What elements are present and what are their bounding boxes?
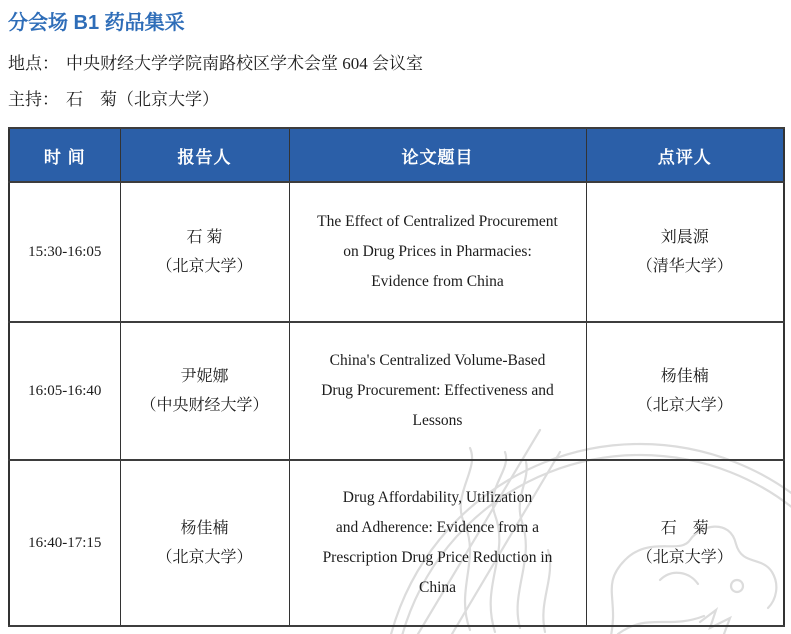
- time-cell: 16:05-16:40: [9, 322, 120, 460]
- discussant-affiliation: （清华大学）: [636, 258, 733, 275]
- paper-title-line: Drug Procurement: Effectiveness and: [321, 382, 554, 399]
- table-row: [9, 460, 784, 626]
- host-line: [8, 85, 219, 110]
- presenter-name: 石 菊: [186, 229, 223, 246]
- presenter-cell: [120, 460, 289, 626]
- table-header-row: [9, 128, 784, 182]
- paper-title-cell: [289, 322, 586, 460]
- paper-title-line: China: [418, 579, 457, 596]
- discussant-name: 石 菊: [660, 520, 709, 537]
- discussant-name: 刘晨源: [660, 229, 709, 246]
- column-header-presenter: 报告人: [120, 128, 289, 182]
- paper-title-line: Evidence from China: [371, 273, 504, 290]
- paper-title-line: on Drug Prices in Pharmacies:: [343, 243, 532, 260]
- paper-title-cell: [289, 182, 586, 322]
- discussant-affiliation: （北京大学）: [636, 549, 733, 566]
- presenter-name: 尹妮娜: [180, 368, 229, 385]
- host-label: 主持：: [8, 90, 59, 109]
- paper-title-line: and Adherence: Evidence from a: [335, 519, 540, 536]
- location-value: 中央财经大学学院南路校区学术会堂 604 会议室: [66, 54, 423, 73]
- discussant-cell: [586, 182, 784, 322]
- paper-title-line: Drug Affordability, Utilization: [342, 489, 533, 506]
- column-header-time: 时 间: [9, 128, 120, 182]
- discussant-name: 杨佳楠: [660, 368, 709, 385]
- table-row: [9, 322, 784, 460]
- presenter-affiliation: （北京大学）: [156, 549, 253, 566]
- paper-title-line: China's Centralized Volume-Based: [329, 352, 546, 369]
- schedule-table: [8, 127, 785, 627]
- presenter-name: 杨佳楠: [180, 520, 229, 537]
- time-cell: 15:30-16:05: [9, 182, 120, 322]
- page-title: 分会场 B1 药品集采: [8, 12, 185, 34]
- discussant-cell: [586, 460, 784, 626]
- location-line: [8, 49, 423, 74]
- column-header-discussant: 点评人: [586, 128, 784, 182]
- paper-title-cell: [289, 460, 586, 626]
- table-row: [9, 182, 784, 322]
- location-label: 地点：: [8, 54, 59, 73]
- host-value: 石 菊（北京大学）: [66, 90, 219, 109]
- presenter-cell: [120, 182, 289, 322]
- paper-title-line: Prescription Drug Price Reduction in: [322, 549, 553, 566]
- time-cell: 16:40-17:15: [9, 460, 120, 626]
- presenter-cell: [120, 322, 289, 460]
- presenter-affiliation: （中央财经大学）: [140, 397, 269, 414]
- discussant-cell: [586, 322, 784, 460]
- presenter-affiliation: （北京大学）: [156, 258, 253, 275]
- discussant-affiliation: （北京大学）: [636, 397, 733, 414]
- paper-title-line: The Effect of Centralized Procurement: [317, 213, 558, 230]
- column-header-paper-title: 论文题目: [289, 128, 586, 182]
- paper-title-line: Lessons: [412, 412, 463, 429]
